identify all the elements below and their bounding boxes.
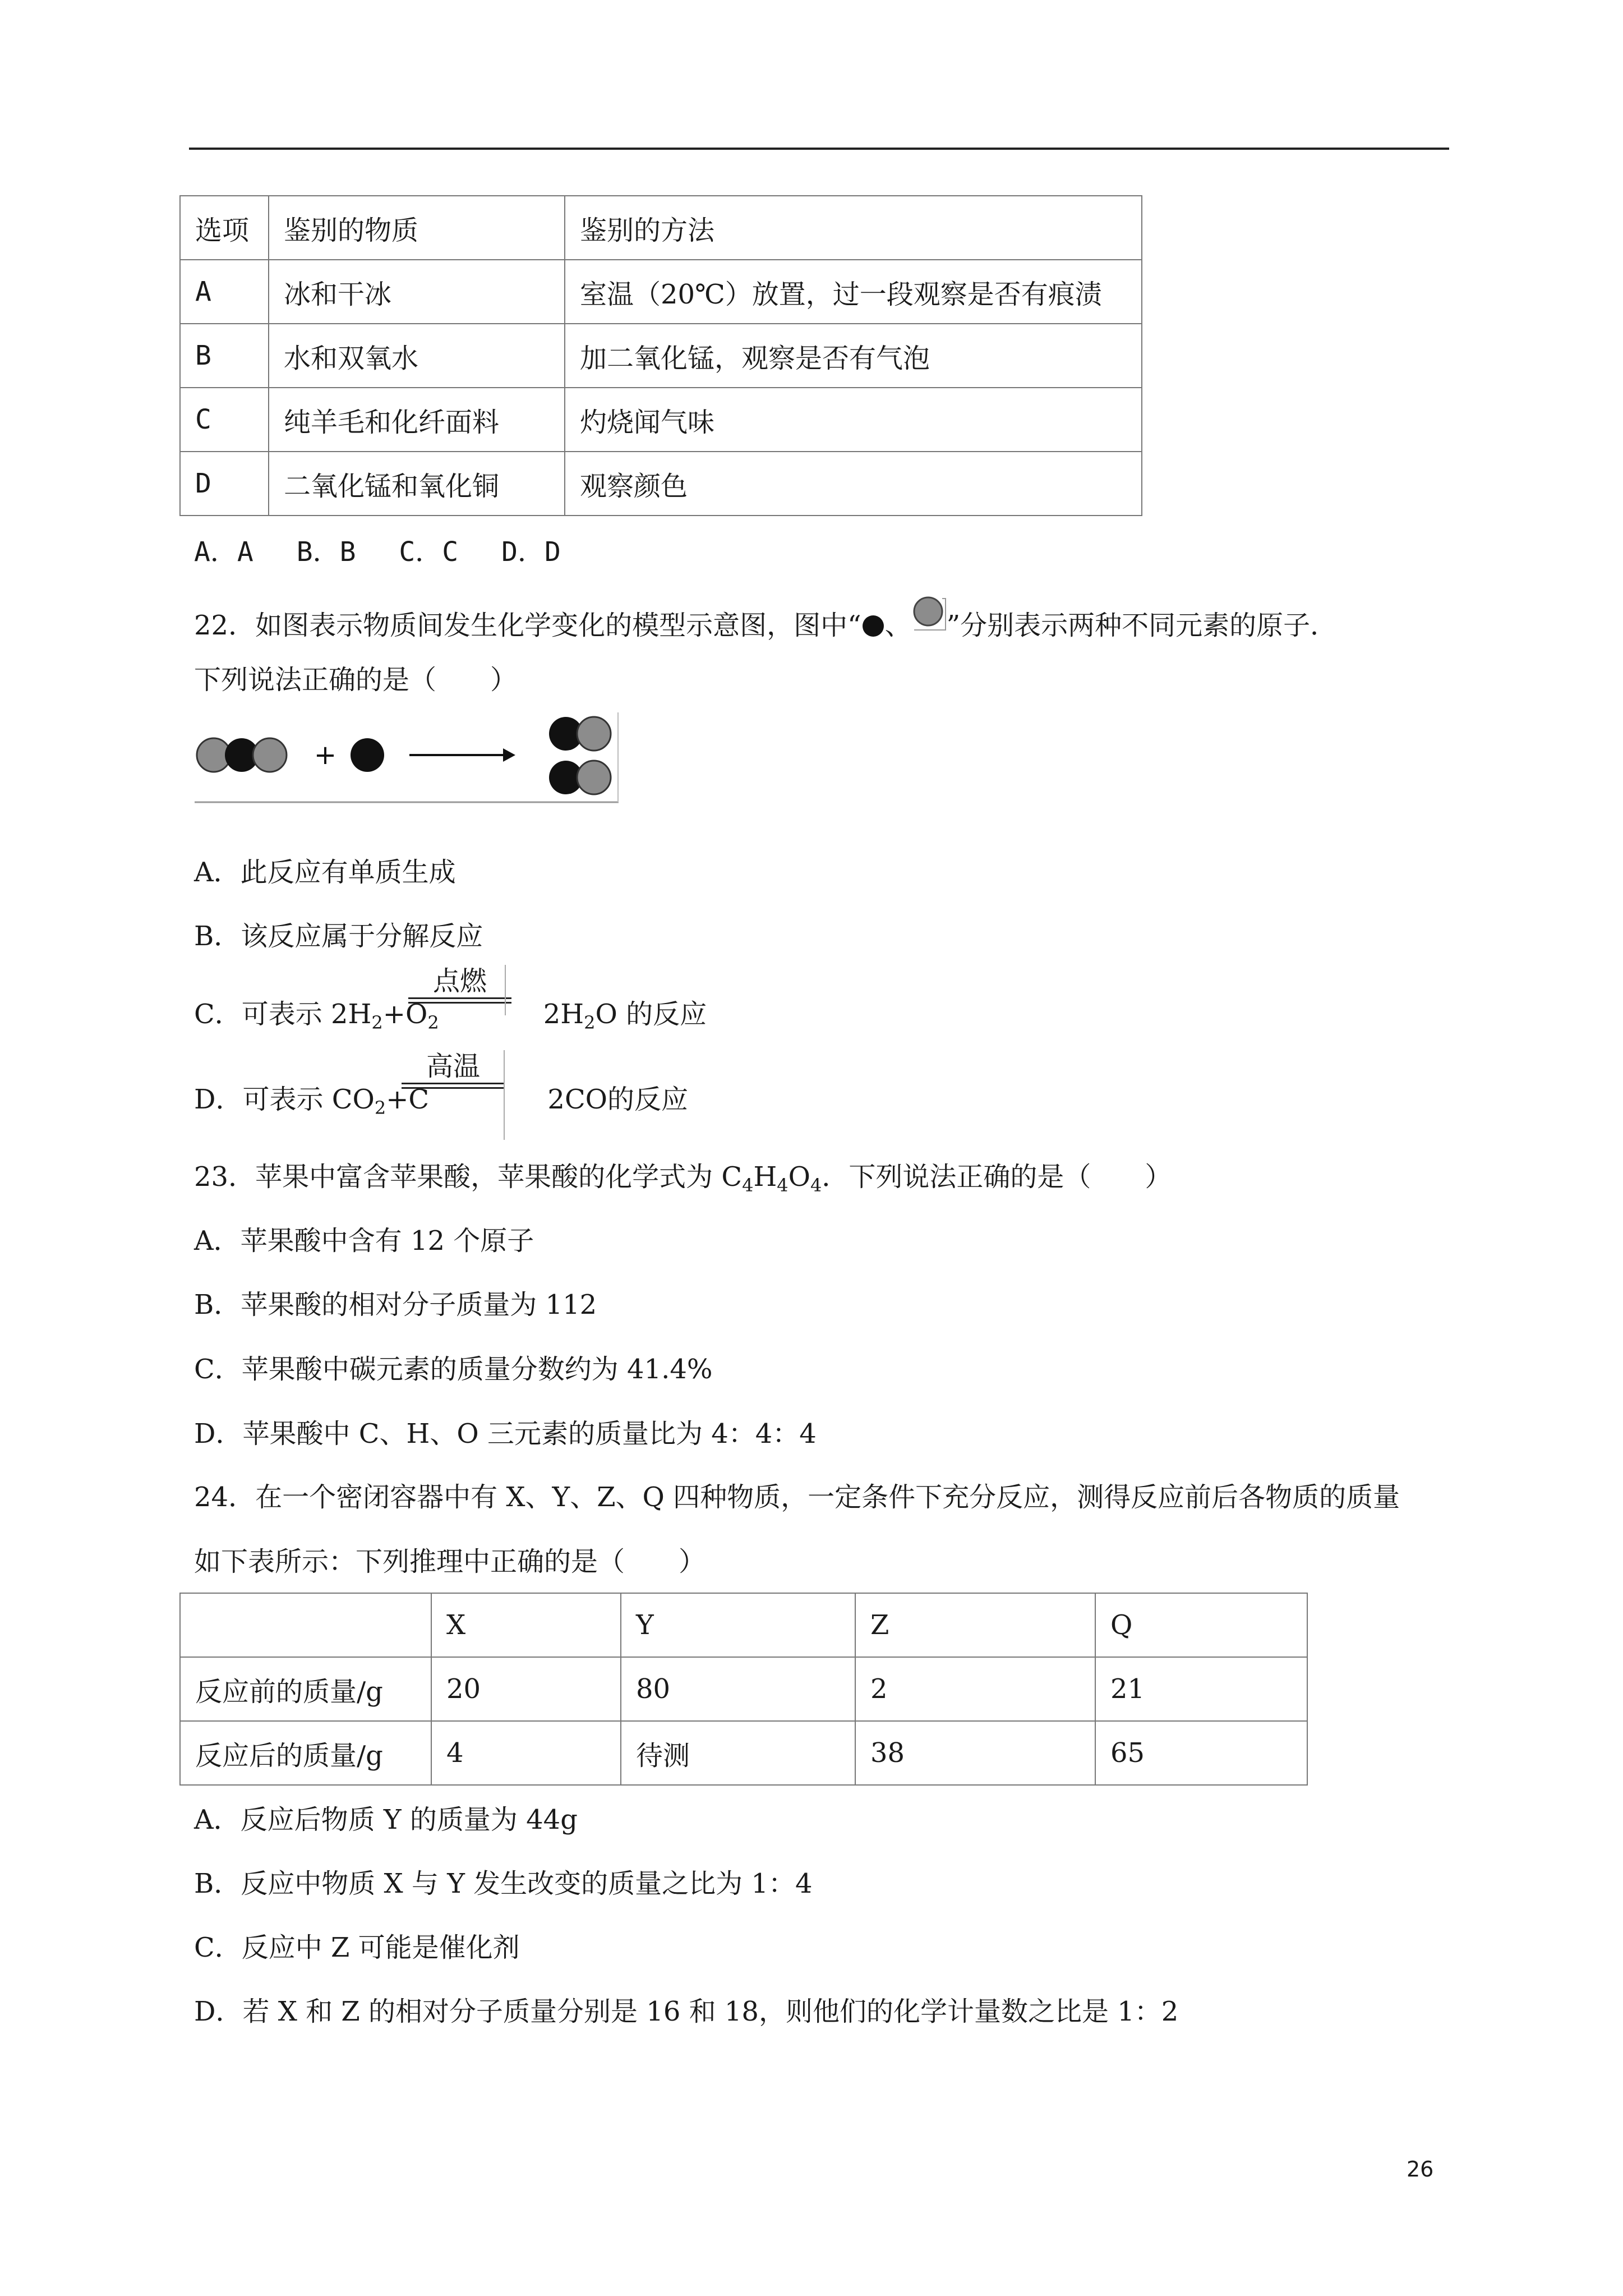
q24-option-c: C．反应中 Z 可能是催化剂: [194, 1932, 520, 1963]
table-cell: 鉴别的方法: [565, 196, 1142, 260]
plus-sign: +: [313, 739, 337, 771]
reaction-arrow-icon: [409, 748, 515, 762]
q23-option-b: B．苹果酸的相对分子质量为 112: [194, 1289, 597, 1320]
table-cell: 反应前的质量/g: [180, 1657, 431, 1721]
reactant-molecule-1: [197, 738, 287, 772]
table-row: [180, 1657, 1307, 1721]
table-row: [180, 1721, 1307, 1785]
reaction-model-diagram: [193, 711, 620, 804]
table-cell: 反应后的质量/g: [180, 1721, 431, 1785]
image-frame: [504, 1050, 505, 1140]
q24-option-b: B．反应中物质 X 与 Y 发生改变的质量之比为 1：4: [194, 1868, 813, 1899]
table-cell: Z: [855, 1593, 1095, 1657]
q24-stem-line1: 24．在一个密闭容器中有 X、Y、Z、Q 四种物质，一定条件下充分反应，测得反应前后各物质的质量: [194, 1481, 1400, 1513]
table-cell: C: [180, 388, 269, 452]
q24-option-a: A．反应后物质 Y 的质量为 44g: [194, 1804, 578, 1835]
q23-option-c: C．苹果酸中碳元素的质量分数约为 41.4%: [194, 1354, 713, 1385]
table-cell: X: [431, 1593, 621, 1657]
table-cell: 20: [431, 1657, 621, 1721]
table-cell: 选项: [180, 196, 269, 260]
table-cell: 加二氧化锰，观察是否有气泡: [565, 324, 1142, 388]
condition-ignite: [408, 965, 511, 1004]
equals-bars: [402, 1083, 505, 1089]
q21-answer-options: A．A B．B C．C D．D: [194, 536, 561, 568]
gray-atom-icon: [577, 717, 611, 751]
q23-stem-a: 23．苹果中富含苹果酸，苹果酸的化学式为 C: [194, 1161, 743, 1193]
table-cell: 80: [621, 1657, 855, 1721]
q24-option-d: D．若 X 和 Z 的相对分子质量分别是 16 和 18，则他们的化学计量数之比是 1：2: [194, 1996, 1179, 2027]
q22-option-b: B．该反应属于分解反应: [194, 921, 483, 952]
table-cell: Q: [1095, 1593, 1307, 1657]
option-d-prefix: D．可表示 CO: [194, 1084, 375, 1115]
gray-atom-icon: [253, 738, 287, 772]
q24-stem-line2: 如下表所示：下列推理中正确的是（ ）: [194, 1546, 706, 1577]
product-molecule-1: [549, 717, 611, 751]
table-cell: 观察颜色: [565, 452, 1142, 516]
table-cell: 鉴别的物质: [269, 196, 565, 260]
q24-table: [179, 1593, 1308, 1786]
image-frame: [505, 965, 506, 1015]
q22-stem-line1: [194, 596, 1337, 643]
q22-stem-part1: 22．如图表示物质间发生化学变化的模型示意图，图中“: [194, 610, 861, 641]
q22-stem-part2: ”分别表示两种不同元素的原子．: [946, 610, 1338, 641]
option-c-suffix: 的反应: [617, 999, 707, 1030]
q23-option-d: D．苹果酸中 C、H、O 三元素的质量比为 4：4：4: [194, 1418, 817, 1450]
table-cell: 室温（20℃）放置，过一段观察是否有痕渍: [565, 260, 1142, 324]
q22-stem-sep: 、: [884, 610, 912, 641]
table-cell: 待测: [621, 1721, 855, 1785]
table-cell: 灼烧闻气味: [565, 388, 1142, 452]
q23-stem: 23．苹果中富含苹果酸，苹果酸的化学式为 $C_4H_4O_4$．下列说法正确的是（ ）: [194, 1161, 1172, 1196]
q22-option-a: A．此反应有单质生成: [194, 857, 456, 888]
table-row: [180, 260, 1142, 324]
table-row: [180, 452, 1142, 516]
q23-stem-b: ．下列说法正确的是（ ）: [822, 1161, 1172, 1193]
product-molecule-2: [549, 761, 611, 794]
table-cell: A: [180, 260, 269, 324]
table-cell: 冰和干冰: [269, 260, 565, 324]
table-cell: B: [180, 324, 269, 388]
q22-option-d: D．可表示 $CO_2+C$ 2CO的反应: [194, 1084, 689, 1119]
gray-atom-icon: [577, 761, 611, 794]
table-cell: 二氧化锰和氧化铜: [269, 452, 565, 516]
q22-option-c: C．可表示 $2H_2+O_2$ $2H_2O$ 的反应: [194, 999, 707, 1033]
q23-option-a: A．苹果酸中含有 12 个原子: [194, 1225, 534, 1257]
condition-label: 点燃: [432, 965, 487, 997]
table-header-row: [180, 1593, 1307, 1657]
table-cell: [180, 1593, 431, 1657]
q22-stem-line2: 下列说法正确的是（ ）: [194, 664, 518, 696]
condition-high-temp: [402, 1050, 505, 1089]
option-d-suffix: 2CO的反应: [539, 1084, 689, 1115]
black-atom-icon: [351, 738, 384, 772]
table-cell: 21: [1095, 1657, 1307, 1721]
table-cell: 38: [855, 1721, 1095, 1785]
option-c-prefix: C．可表示 2H: [194, 999, 372, 1030]
header-rule: [189, 148, 1449, 150]
table-cell: Y: [621, 1593, 855, 1657]
page-number: 26: [1407, 2157, 1434, 2182]
q21-table: [179, 195, 1142, 516]
table-cell: 水和双氧水: [269, 324, 565, 388]
table-cell: 纯羊毛和化纤面料: [269, 388, 565, 452]
table-row: [180, 324, 1142, 388]
table-cell: D: [180, 452, 269, 516]
gray-atom-icon: [912, 596, 947, 631]
table-cell: 65: [1095, 1721, 1307, 1785]
equals-bars: [408, 997, 511, 1004]
table-cell: 4: [431, 1721, 621, 1785]
table-header-row: [180, 196, 1142, 260]
condition-label: 高温: [426, 1051, 480, 1082]
table-row: [180, 388, 1142, 452]
black-atom-icon: [861, 614, 885, 638]
table-cell: 2: [855, 1657, 1095, 1721]
